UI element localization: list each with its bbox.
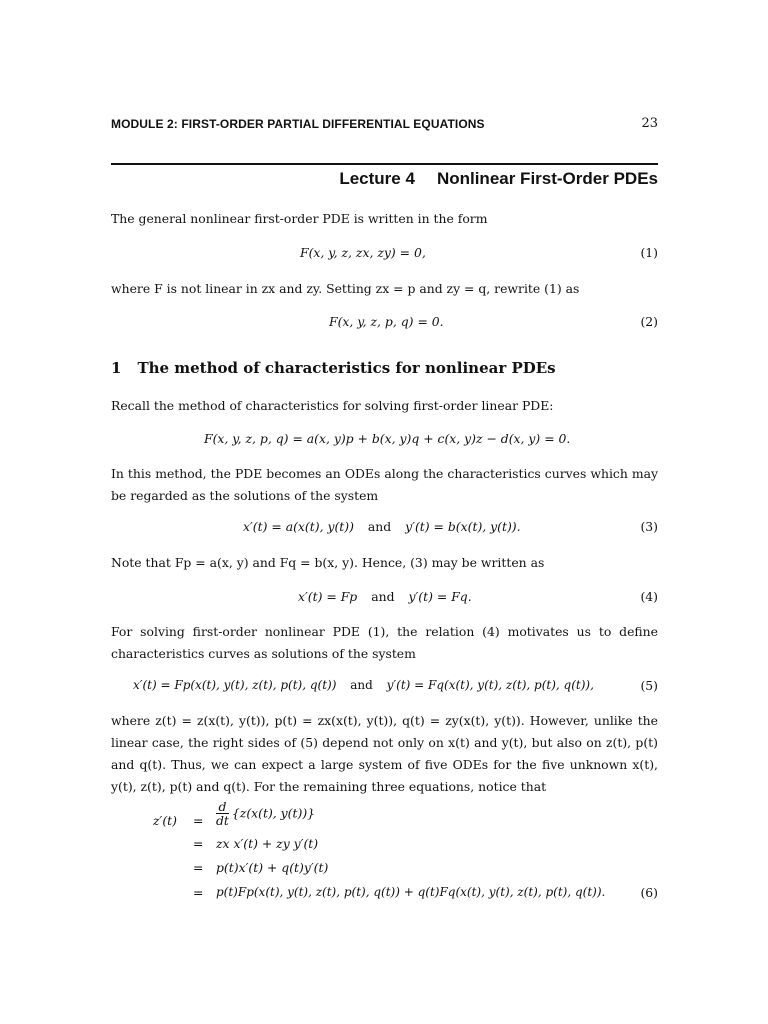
equation-3 [243, 519, 521, 534]
paragraph-2: where F is not linear in zx and zy. Setting zx = p and zy = q, rewrite (1) as [111, 281, 580, 296]
equation-3-number: (3) [640, 519, 658, 534]
equation-3-left: x′(t) = a(x(t), y(t)) [243, 519, 354, 534]
equation-6-eq-2: = [193, 836, 204, 851]
equation-5-left: x′(t) = Fp(x(t), y(t), z(t), p(t), q(t)) [133, 678, 337, 692]
equation-5-and: and [350, 678, 373, 692]
lecture-title: Nonlinear First-Order PDEs [436, 169, 658, 188]
paragraph-5: Note that Fp = a(x, y) and Fq = b(x, y). Hence, (3) may be written as [111, 555, 545, 570]
equation-1-number: (1) [640, 245, 658, 260]
equation-6-lhs: z′(t) [153, 813, 177, 828]
lecture-label: Lecture 4 [339, 169, 415, 188]
equation-6-line-1: $\frac{d}{dt}$ {z(x(t), y(t))} [216, 799, 316, 828]
paragraph-4: In this method, the PDE becomes an ODEs along the characteristics curves which may be regarded as the solutions of the system [111, 466, 658, 503]
paragraph-3: Recall the method of characteristics for solving first-order linear PDE: [111, 398, 554, 413]
equation-6-number: (6) [640, 885, 658, 900]
equation-6-line-2: zx x′(t) + zy y′(t) [216, 836, 319, 851]
equation-5-number: (5) [640, 678, 658, 693]
header-rule [111, 163, 658, 165]
equation-4-number: (4) [640, 589, 658, 604]
equation-3-and: and [367, 519, 392, 534]
equation-3-right: y′(t) = b(x(t), y(t)). [405, 519, 521, 534]
equation-2-number: (2) [640, 314, 658, 329]
equation-6-eq-3: = [193, 860, 204, 875]
lecture-heading [339, 169, 658, 189]
running-header: MODULE 2: FIRST-ORDER PARTIAL DIFFERENTIAL EQUATIONS [111, 117, 485, 131]
section-heading [111, 359, 556, 377]
equation-6-eq-4: = [193, 885, 204, 900]
section-number: 1 [111, 359, 122, 377]
equation-linear: F(x, y, z, p, q) = a(x, y)p + b(x, y)q + c(x, y)z − d(x, y) = 0. [204, 431, 571, 446]
equation-2: F(x, y, z, p, q) = 0. [329, 314, 444, 329]
equation-4 [298, 589, 472, 604]
equation-6-line-4: p(t)Fp(x(t), y(t), z(t), p(t), q(t)) + q(t)Fq(x(t), y(t), z(t), p(t), q(t)). [216, 885, 606, 899]
intro-paragraph: The general nonlinear first-order PDE is written in the form [111, 211, 488, 226]
equation-5 [133, 678, 594, 692]
derivative-fraction: $\frac{d}{dt}$ [216, 799, 229, 828]
equation-1: F(x, y, z, zx, zy) = 0, [300, 245, 426, 260]
page-number: 23 [641, 116, 658, 131]
equation-4-left: x′(t) = Fp [298, 589, 358, 604]
equation-6-eq-1: = [193, 813, 204, 828]
equation-5-right: y′(t) = Fq(x(t), y(t), z(t), p(t), q(t)), [386, 678, 594, 692]
paragraph-6: For solving first-order nonlinear PDE (1), the relation (4) motivates us to define characteristics curves as solutions of the system [111, 624, 658, 661]
section-title: The method of characteristics for nonlinear PDEs [137, 359, 556, 377]
equation-4-and: and [371, 589, 395, 604]
equation-4-right: y′(t) = Fq. [408, 589, 472, 604]
equation-6-line-3: p(t)x′(t) + q(t)y′(t) [216, 860, 329, 875]
paragraph-7: where z(t) = z(x(t), y(t)), p(t) = zx(x(t), y(t)), q(t) = zy(x(t), y(t)). However, unlike the linear case, the right sides of (5) depend not only on x(t) and y(t), but also on z(t), p(t) and q(t). Thus, we can expect a large system of five ODEs for the five unknown x(t), y(t), z(t), p(t) and q(t). For the remaining three equations, notice that [111, 713, 658, 794]
